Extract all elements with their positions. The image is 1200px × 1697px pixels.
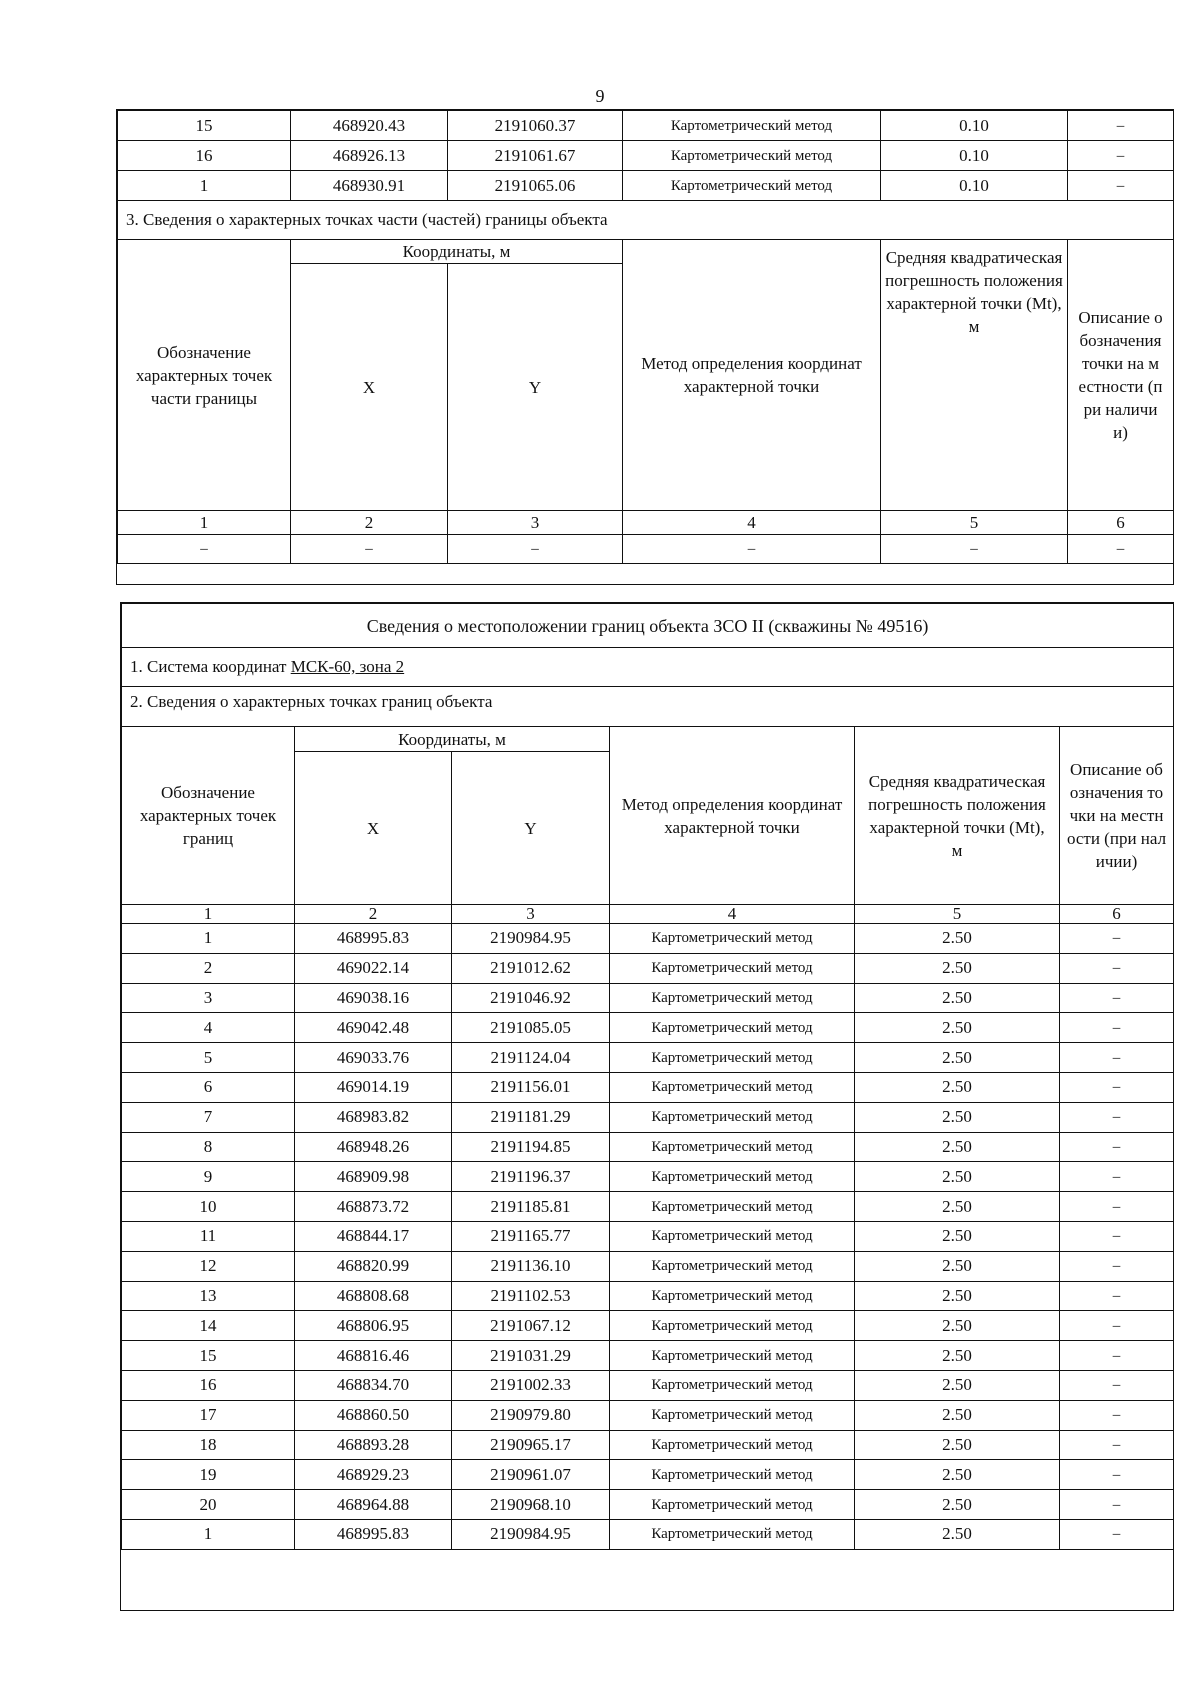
method-cell: Картометрический метод — [610, 1281, 855, 1311]
table-row — [122, 924, 1174, 954]
error-cell: 2.50 — [855, 1430, 1060, 1460]
col-header-method: Метод определения координат характерной точки — [623, 240, 881, 511]
y-coordinate-cell: 2190979.80 — [452, 1400, 610, 1430]
x-coordinate-cell: 468893.28 — [295, 1430, 452, 1460]
empty-cell: – — [118, 535, 291, 564]
point-number-cell: 11 — [122, 1221, 295, 1251]
empty-cell: – — [291, 535, 448, 564]
col-header-description: Описание обозначения точки на местности (при наличии) — [1068, 240, 1174, 511]
method-cell: Картометрический метод — [610, 953, 855, 983]
empty-cell: – — [1068, 535, 1174, 564]
error-cell: 2.50 — [855, 1281, 1060, 1311]
y-coordinate-cell: 2191002.33 — [452, 1370, 610, 1400]
point-number-cell: 16 — [118, 141, 291, 171]
zso-point-rows — [122, 924, 1174, 1550]
y-coordinate-cell: 2190984.95 — [452, 924, 610, 954]
x-coordinate-cell: 468995.83 — [295, 924, 452, 954]
x-coordinate-cell: 468995.83 — [295, 1519, 452, 1549]
point-number-cell: 13 — [122, 1281, 295, 1311]
col-index: 2 — [291, 511, 448, 535]
col-header-point: Обозначение характерных точек границ — [122, 727, 295, 905]
description-cell: – — [1060, 1102, 1174, 1132]
method-cell: Картометрический метод — [610, 1370, 855, 1400]
point-number-cell: 1 — [122, 924, 295, 954]
method-cell: Картометрический метод — [610, 1341, 855, 1371]
error-cell: 0.10 — [881, 111, 1068, 141]
method-cell: Картометрический метод — [610, 1400, 855, 1430]
table-row — [122, 1430, 1174, 1460]
x-coordinate-cell: 468948.26 — [295, 1132, 452, 1162]
col-header-y: Y — [448, 264, 623, 511]
col-index: 5 — [855, 905, 1060, 924]
y-coordinate-cell: 2190965.17 — [452, 1430, 610, 1460]
point-number-cell: 15 — [118, 111, 291, 141]
col-header-coords: Координаты, м — [291, 240, 623, 264]
description-cell: – — [1068, 141, 1174, 171]
description-cell: – — [1060, 983, 1174, 1013]
point-number-cell: 14 — [122, 1311, 295, 1341]
point-number-cell: 19 — [122, 1460, 295, 1490]
y-coordinate-cell: 2190984.95 — [452, 1519, 610, 1549]
table-row — [122, 1519, 1174, 1549]
method-cell: Картометрический метод — [610, 1251, 855, 1281]
y-coordinate-cell: 2191165.77 — [452, 1221, 610, 1251]
description-cell: – — [1060, 1400, 1174, 1430]
description-cell: – — [1060, 1490, 1174, 1520]
error-cell: 2.50 — [855, 1370, 1060, 1400]
error-cell: 2.50 — [855, 1221, 1060, 1251]
description-cell: – — [1060, 1370, 1174, 1400]
col-header-description: Описание обозначения точки на местности (при наличии) — [1060, 727, 1174, 905]
point-number-cell: 8 — [122, 1132, 295, 1162]
error-cell: 2.50 — [855, 1460, 1060, 1490]
col-index: 1 — [118, 511, 291, 535]
col-index: 1 — [122, 905, 295, 924]
col-header-x: X — [291, 264, 448, 511]
col-index: 4 — [623, 511, 881, 535]
point-number-cell: 2 — [122, 953, 295, 983]
table-row — [122, 1281, 1174, 1311]
method-cell: Картометрический метод — [610, 1519, 855, 1549]
part-section-title: 3. Сведения о характерных точках части (частей) границы объекта — [118, 201, 1174, 240]
description-cell: – — [1068, 171, 1174, 201]
table-row — [118, 111, 1174, 141]
point-number-cell: 15 — [122, 1341, 295, 1371]
point-number-cell: 9 — [122, 1162, 295, 1192]
table-row — [122, 1162, 1174, 1192]
error-cell: 2.50 — [855, 1400, 1060, 1430]
x-coordinate-cell: 469014.19 — [295, 1072, 452, 1102]
y-coordinate-cell: 2190968.10 — [452, 1490, 610, 1520]
description-cell: – — [1060, 1519, 1174, 1549]
y-coordinate-cell: 2191085.05 — [452, 1013, 610, 1043]
description-cell: – — [1060, 924, 1174, 954]
part-index-row — [118, 511, 1174, 535]
zso-index-row — [122, 905, 1174, 924]
method-cell: Картометрический метод — [610, 924, 855, 954]
col-header-method: Метод определения координат характерной точки — [610, 727, 855, 905]
col-index: 6 — [1068, 511, 1174, 535]
error-cell: 2.50 — [855, 1341, 1060, 1371]
x-coordinate-cell: 468964.88 — [295, 1490, 452, 1520]
error-cell: 2.50 — [855, 1251, 1060, 1281]
error-cell: 2.50 — [855, 1102, 1060, 1132]
method-cell: Картометрический метод — [610, 1192, 855, 1222]
x-coordinate-cell: 469042.48 — [295, 1013, 452, 1043]
table-row — [122, 1013, 1174, 1043]
col-header-error: Средняя квадратическая погрешность положения характерной точки (Mt), м — [881, 240, 1068, 511]
method-cell: Картометрический метод — [610, 1460, 855, 1490]
y-coordinate-cell: 2191196.37 — [452, 1162, 610, 1192]
method-cell: Картометрический метод — [610, 1072, 855, 1102]
y-coordinate-cell: 2191136.10 — [452, 1251, 610, 1281]
table-row — [122, 1311, 1174, 1341]
x-coordinate-cell: 468983.82 — [295, 1102, 452, 1132]
error-cell: 2.50 — [855, 1132, 1060, 1162]
col-header-part-point: Обозначение характерных точек части границы — [118, 240, 291, 511]
method-cell: Картометрический метод — [610, 1311, 855, 1341]
method-cell: Картометрический метод — [623, 171, 881, 201]
table-row — [122, 983, 1174, 1013]
x-coordinate-cell: 468816.46 — [295, 1341, 452, 1371]
point-number-cell: 18 — [122, 1430, 295, 1460]
page-number: 9 — [595, 86, 605, 106]
table-row — [122, 1460, 1174, 1490]
col-header-error: Средняя квадратическая погрешность положения характерной точки (Mt), м — [855, 727, 1060, 905]
x-coordinate-cell: 468860.50 — [295, 1400, 452, 1430]
table-row — [122, 1192, 1174, 1222]
x-coordinate-cell: 468820.99 — [295, 1251, 452, 1281]
zso-points-title: 2. Сведения о характерных точках границ объекта — [122, 687, 1174, 727]
description-cell: – — [1060, 1072, 1174, 1102]
description-cell: – — [1060, 1460, 1174, 1490]
col-header-y: Y — [452, 752, 610, 905]
error-cell: 2.50 — [855, 1043, 1060, 1073]
table-row — [122, 1400, 1174, 1430]
description-cell: – — [1060, 1162, 1174, 1192]
point-number-cell: 6 — [122, 1072, 295, 1102]
zso-boundary-table — [121, 603, 1174, 1550]
table-row — [118, 141, 1174, 171]
error-cell: 2.50 — [855, 983, 1060, 1013]
col-index: 5 — [881, 511, 1068, 535]
y-coordinate-cell: 2191156.01 — [452, 1072, 610, 1102]
error-cell: 2.50 — [855, 953, 1060, 983]
table-row — [122, 1072, 1174, 1102]
x-coordinate-cell: 469038.16 — [295, 983, 452, 1013]
description-cell: – — [1068, 111, 1174, 141]
point-number-cell: 1 — [118, 171, 291, 201]
description-cell: – — [1060, 1281, 1174, 1311]
table-row — [122, 1490, 1174, 1520]
zso-title: Сведения о местоположении границ объекта ЗСО II (скважины № 49516) — [122, 604, 1174, 648]
table-row — [122, 1043, 1174, 1073]
x-coordinate-cell: 468929.23 — [295, 1460, 452, 1490]
x-coordinate-cell: 468873.72 — [295, 1192, 452, 1222]
error-cell: 2.50 — [855, 1490, 1060, 1520]
point-number-cell: 12 — [122, 1251, 295, 1281]
method-cell: Картометрический метод — [610, 1132, 855, 1162]
y-coordinate-cell: 2191194.85 — [452, 1132, 610, 1162]
x-coordinate-cell: 468834.70 — [295, 1370, 452, 1400]
method-cell: Картометрический метод — [610, 1430, 855, 1460]
error-cell: 2.50 — [855, 1519, 1060, 1549]
y-coordinate-cell: 2191031.29 — [452, 1341, 610, 1371]
x-coordinate-cell: 468920.43 — [291, 111, 448, 141]
method-cell: Картометрический метод — [610, 1490, 855, 1520]
x-coordinate-cell: 468926.13 — [291, 141, 448, 171]
x-coordinate-cell: 469022.14 — [295, 953, 452, 983]
table-row — [122, 1370, 1174, 1400]
coordinate-system-label: 1. Система координат — [130, 657, 291, 676]
description-cell: – — [1060, 1192, 1174, 1222]
y-coordinate-cell: 2191061.67 — [448, 141, 623, 171]
method-cell: Картометрический метод — [610, 1013, 855, 1043]
description-cell: – — [1060, 1311, 1174, 1341]
point-number-cell: 10 — [122, 1192, 295, 1222]
error-cell: 2.50 — [855, 1013, 1060, 1043]
y-coordinate-cell: 2191012.62 — [452, 953, 610, 983]
error-cell: 2.50 — [855, 1311, 1060, 1341]
description-cell: – — [1060, 1430, 1174, 1460]
method-cell: Картометрический метод — [610, 1221, 855, 1251]
table-row — [122, 1341, 1174, 1371]
col-index: 3 — [452, 905, 610, 924]
method-cell: Картометрический метод — [623, 111, 881, 141]
error-cell: 2.50 — [855, 924, 1060, 954]
point-number-cell: 1 — [122, 1519, 295, 1549]
error-cell: 0.10 — [881, 141, 1068, 171]
y-coordinate-cell: 2191102.53 — [452, 1281, 610, 1311]
y-coordinate-cell: 2191185.81 — [452, 1192, 610, 1222]
coordinate-system-value: МСК-60, зона 2 — [290, 657, 405, 676]
x-coordinate-cell: 468909.98 — [295, 1162, 452, 1192]
table-row — [118, 171, 1174, 201]
x-coordinate-cell: 468808.68 — [295, 1281, 452, 1311]
col-header-x: X — [295, 752, 452, 905]
method-cell: Картометрический метод — [610, 983, 855, 1013]
x-coordinate-cell: 468806.95 — [295, 1311, 452, 1341]
y-coordinate-cell: 2190961.07 — [452, 1460, 610, 1490]
part-boundary-table — [117, 110, 1174, 564]
description-cell: – — [1060, 953, 1174, 983]
table-row — [122, 953, 1174, 983]
x-coordinate-cell: 468930.91 — [291, 171, 448, 201]
table-row — [122, 1251, 1174, 1281]
point-number-cell: 16 — [122, 1370, 295, 1400]
col-index: 4 — [610, 905, 855, 924]
col-header-coords: Координаты, м — [295, 727, 610, 752]
point-number-cell: 17 — [122, 1400, 295, 1430]
point-number-cell: 5 — [122, 1043, 295, 1073]
description-cell: – — [1060, 1251, 1174, 1281]
description-cell: – — [1060, 1221, 1174, 1251]
y-coordinate-cell: 2191060.37 — [448, 111, 623, 141]
table-row — [122, 1132, 1174, 1162]
part-empty-row — [118, 535, 1174, 564]
empty-cell: – — [623, 535, 881, 564]
method-cell: Картометрический метод — [623, 141, 881, 171]
empty-cell: – — [448, 535, 623, 564]
error-cell: 2.50 — [855, 1192, 1060, 1222]
y-coordinate-cell: 2191181.29 — [452, 1102, 610, 1132]
y-coordinate-cell: 2191046.92 — [452, 983, 610, 1013]
description-cell: – — [1060, 1043, 1174, 1073]
x-coordinate-cell: 468844.17 — [295, 1221, 452, 1251]
x-coordinate-cell: 469033.76 — [295, 1043, 452, 1073]
point-number-cell: 7 — [122, 1102, 295, 1132]
continuation-rows — [118, 111, 1174, 201]
error-cell: 2.50 — [855, 1072, 1060, 1102]
error-cell: 0.10 — [881, 171, 1068, 201]
table-row — [122, 1102, 1174, 1132]
description-cell: – — [1060, 1013, 1174, 1043]
col-index: 6 — [1060, 905, 1174, 924]
method-cell: Картометрический метод — [610, 1102, 855, 1132]
point-number-cell: 3 — [122, 983, 295, 1013]
col-index: 3 — [448, 511, 623, 535]
method-cell: Картометрический метод — [610, 1162, 855, 1192]
point-number-cell: 4 — [122, 1013, 295, 1043]
y-coordinate-cell: 2191065.06 — [448, 171, 623, 201]
empty-cell: – — [881, 535, 1068, 564]
method-cell: Картометрический метод — [610, 1043, 855, 1073]
description-cell: – — [1060, 1341, 1174, 1371]
col-index: 2 — [295, 905, 452, 924]
description-cell: – — [1060, 1132, 1174, 1162]
error-cell: 2.50 — [855, 1162, 1060, 1192]
point-number-cell: 20 — [122, 1490, 295, 1520]
y-coordinate-cell: 2191067.12 — [452, 1311, 610, 1341]
table-row — [122, 1221, 1174, 1251]
coordinate-system — [122, 648, 1174, 687]
y-coordinate-cell: 2191124.04 — [452, 1043, 610, 1073]
